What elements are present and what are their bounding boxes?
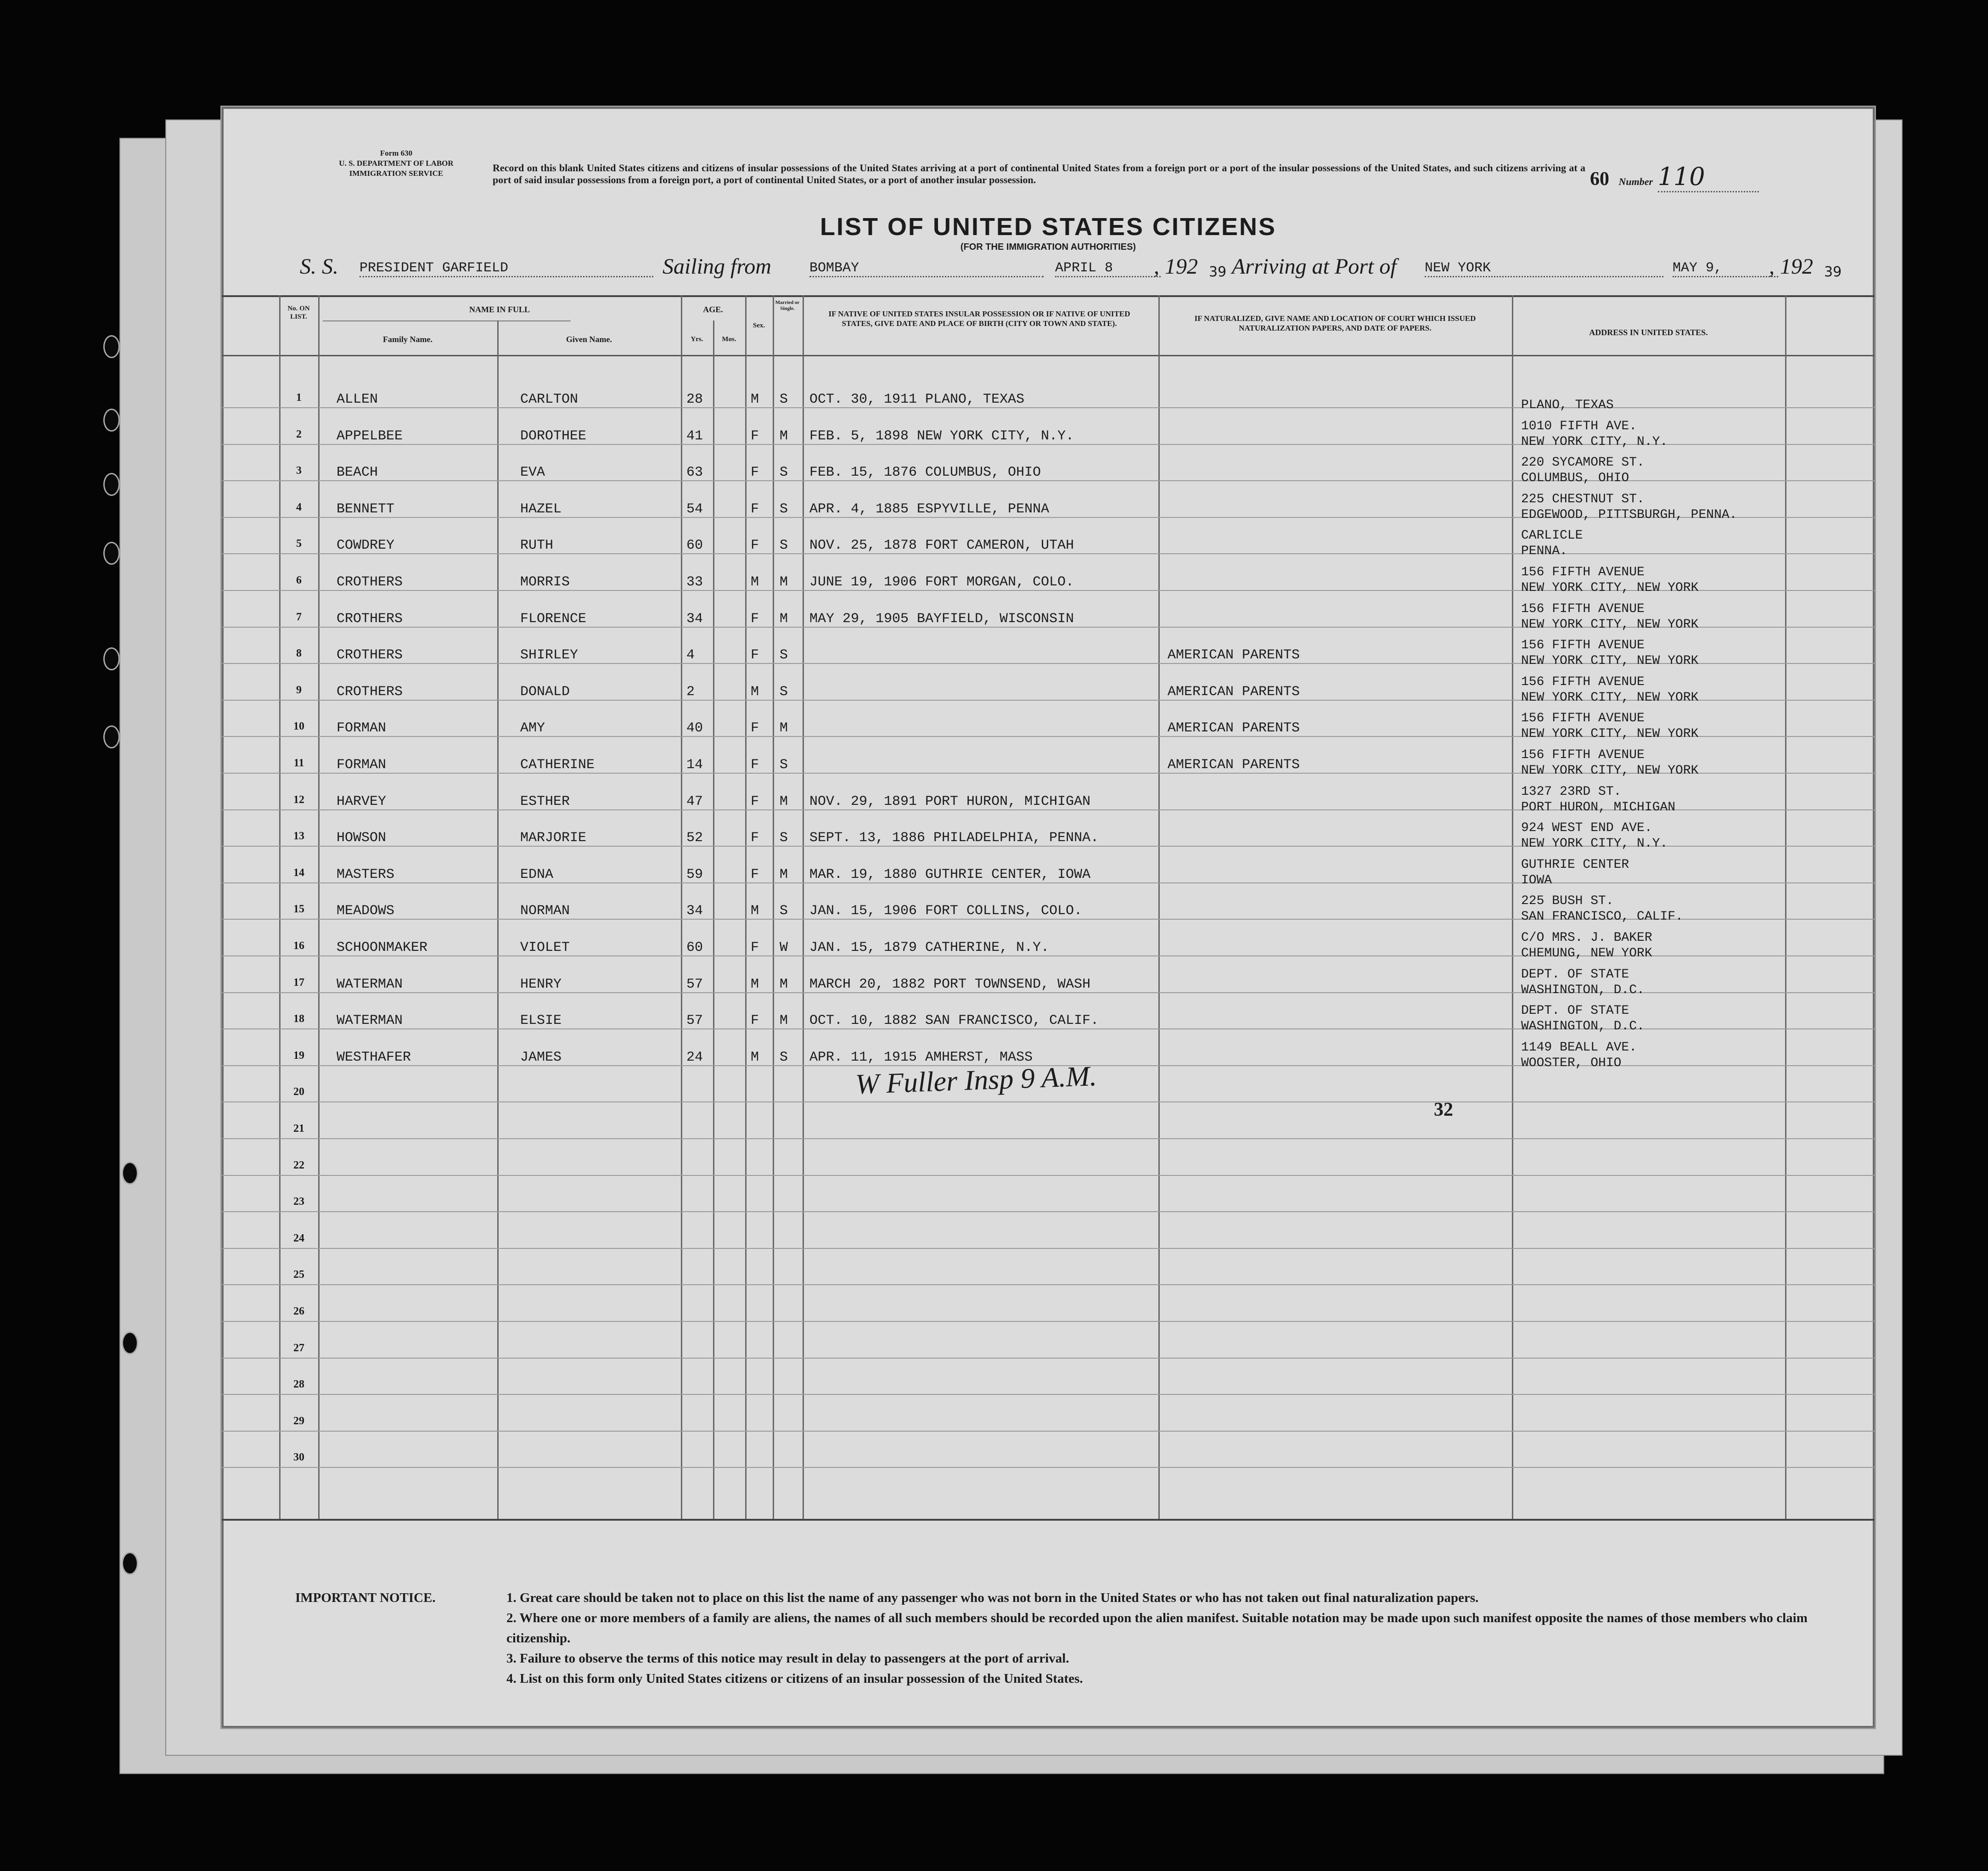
address-line2: PORT HURON, MICHIGAN xyxy=(1521,800,1676,815)
row-number: 8 xyxy=(296,647,302,660)
age-years: 60 xyxy=(686,940,703,955)
row-rule xyxy=(222,1394,1875,1395)
marital-status: M xyxy=(780,793,788,809)
family-name: BENNETT xyxy=(337,501,395,517)
given-name: FLORENCE xyxy=(520,611,587,627)
row-number: 30 xyxy=(293,1451,304,1464)
row-number: 1 xyxy=(296,392,302,404)
given-name: DONALD xyxy=(520,684,570,700)
notice-item: 2. Where one or more members of a family are aliens, the names of all such members should be recorded upon the alien manifest. Suitable notation may be made upon such manifest opposite the names of those members who claim citizenship. xyxy=(506,1611,1808,1646)
family-name: HOWSON xyxy=(337,830,387,846)
arriving-label: Arriving at Port of xyxy=(1232,254,1397,279)
address-line1: DEPT. OF STATE xyxy=(1521,1004,1629,1018)
row-number: 3 xyxy=(296,465,302,477)
manifest-sheet xyxy=(220,106,1876,1729)
sex: F xyxy=(751,611,759,627)
notice-item: 3. Failure to observe the terms of this notice may result in delay to passengers at the port of arrival. xyxy=(506,1651,1069,1666)
marital-status: M xyxy=(780,428,788,444)
age-years: 33 xyxy=(686,574,703,590)
sex: F xyxy=(751,647,759,663)
row-number: 14 xyxy=(293,866,304,879)
row-number: 28 xyxy=(293,1378,304,1391)
birth-info: OCT. 30, 1911 PLANO, TEXAS xyxy=(809,392,1025,407)
table-bottom-rule xyxy=(222,1519,1875,1521)
row-number: 9 xyxy=(296,684,302,696)
binder-hole xyxy=(103,542,120,565)
row-rule xyxy=(222,1101,1875,1102)
notice-item: 1. Great care should be taken not to place on this list the name of any passenger who was not born in the United States or who has not taken out final naturalization papers. xyxy=(506,1590,1479,1605)
row-number: 27 xyxy=(293,1342,304,1354)
address-line1: 156 FIFTH AVENUE xyxy=(1521,711,1645,726)
family-name: CROTHERS xyxy=(337,611,403,627)
sex: F xyxy=(751,428,759,444)
arrival-date: MAY 9, xyxy=(1673,260,1778,277)
sex: F xyxy=(751,940,759,955)
sex: M xyxy=(751,903,759,919)
family-name: WATERMAN xyxy=(337,976,403,992)
marital-status: S xyxy=(780,647,788,663)
col-header-address: ADDRESS IN UNITED STATES. xyxy=(1589,328,1708,337)
address-line1: 1010 FIFTH AVE. xyxy=(1521,419,1637,433)
ss-label: S. S. xyxy=(300,254,338,279)
address-line2: WASHINGTON, D.C. xyxy=(1521,983,1645,997)
address-line2: WASHINGTON, D.C. xyxy=(1521,1019,1645,1034)
marital-status: S xyxy=(780,903,788,919)
family-name: MASTERS xyxy=(337,866,395,882)
row-rule xyxy=(222,1138,1875,1139)
address-line2: NEW YORK CITY, NEW YORK xyxy=(1521,581,1699,595)
header-rule xyxy=(323,320,571,321)
address-line1: 156 FIFTH AVENUE xyxy=(1521,601,1645,616)
family-name: BEACH xyxy=(337,465,378,481)
age-years: 57 xyxy=(686,1013,703,1029)
age-years: 60 xyxy=(686,538,703,554)
age-years: 63 xyxy=(686,465,703,481)
row-rule xyxy=(222,1467,1875,1468)
address-line1: CARLICLE xyxy=(1521,528,1583,543)
address-line2: COLUMBUS, OHIO xyxy=(1521,471,1629,486)
form-number: Form 630 xyxy=(380,149,413,157)
marital-status: M xyxy=(780,866,788,882)
family-name: CROTHERS xyxy=(337,647,403,663)
page-count-note: 32 xyxy=(1434,1099,1453,1120)
number-value: 110 xyxy=(1658,162,1759,192)
sex: F xyxy=(751,830,759,846)
address-line2: PLANO, TEXAS xyxy=(1521,398,1614,412)
given-name: HAZEL xyxy=(520,501,562,517)
row-rule xyxy=(222,407,1875,408)
sailing-date: APRIL 8 xyxy=(1055,260,1161,277)
col-header-age: AGE. xyxy=(703,305,723,314)
age-years: 24 xyxy=(686,1049,703,1065)
given-name: ELSIE xyxy=(520,1013,562,1029)
address-line1: 1149 BEALL AVE. xyxy=(1521,1040,1637,1055)
col-header-given: Given Name. xyxy=(566,335,612,344)
binder-hole xyxy=(122,1332,138,1354)
given-name: HENRY xyxy=(520,976,562,992)
inspector-note: W Fuller Insp 9 A.M. xyxy=(854,1060,1097,1101)
sex: F xyxy=(751,720,759,736)
list-number xyxy=(1590,162,1759,192)
row-number: 5 xyxy=(296,538,302,550)
row-number: 11 xyxy=(293,757,304,769)
given-name: MORRIS xyxy=(520,574,570,590)
page-subtitle: (FOR THE IMMIGRATION AUTHORITIES) xyxy=(960,242,1136,252)
marital-status: M xyxy=(780,720,788,736)
birth-info: MAY 29, 1905 BAYFIELD, WISCONSIN xyxy=(809,611,1074,627)
list-prefix: 60 xyxy=(1590,169,1609,190)
address-line1: 156 FIFTH AVENUE xyxy=(1521,638,1645,653)
given-name: DOROTHEE xyxy=(520,428,587,444)
col-header-married: Married or Single. xyxy=(775,300,800,311)
family-name: CROTHERS xyxy=(337,684,403,700)
row-number: 15 xyxy=(293,903,304,916)
binder-hole xyxy=(103,335,120,358)
col-header-naturalized: IF NATURALIZED, GIVE NAME AND LOCATION OF COURT WHICH ISSUED NATURALIZATION PAPERS, AND DATE OF PAPERS. xyxy=(1194,314,1476,332)
sex: M xyxy=(751,1049,759,1065)
address-line1: 156 FIFTH AVENUE xyxy=(1521,565,1645,579)
birth-info: SEPT. 13, 1886 PHILADELPHIA, PENNA. xyxy=(809,830,1099,846)
birth-info: APR. 11, 1915 AMHERST, MASS xyxy=(809,1049,1033,1065)
marital-status: S xyxy=(780,465,788,481)
family-name: APPELBEE xyxy=(337,428,403,444)
arrival-year-prefix: , 192 xyxy=(1769,254,1813,279)
family-name: WATERMAN xyxy=(337,1013,403,1029)
marital-status: M xyxy=(780,574,788,590)
col-header-sex: Sex. xyxy=(753,322,765,329)
row-number: 24 xyxy=(293,1232,304,1244)
given-name: CARLTON xyxy=(520,392,578,407)
marital-status: M xyxy=(780,611,788,627)
number-label: Number xyxy=(1618,176,1653,187)
row-number: 10 xyxy=(293,720,304,733)
row-number: 21 xyxy=(293,1123,304,1135)
row-rule xyxy=(222,1211,1875,1212)
age-years: 41 xyxy=(686,428,703,444)
sex: M xyxy=(751,574,759,590)
address-line2: EDGEWOOD, PITTSBURGH, PENNA. xyxy=(1521,507,1737,522)
given-name: NORMAN xyxy=(520,903,570,919)
sex: M xyxy=(751,684,759,700)
family-name: HARVEY xyxy=(337,793,387,809)
row-rule xyxy=(222,1248,1875,1249)
sex: F xyxy=(751,465,759,481)
given-name: MARJORIE xyxy=(520,830,587,846)
birth-info: MARCH 20, 1882 PORT TOWNSEND, WASH xyxy=(809,976,1091,992)
row-number: 23 xyxy=(293,1196,304,1208)
form-identifier xyxy=(277,148,516,179)
row-number: 17 xyxy=(293,976,304,989)
family-name: MEADOWS xyxy=(337,903,395,919)
voyage-line xyxy=(300,254,1861,286)
col-header-no: No. ON LIST. xyxy=(287,305,310,320)
row-number: 12 xyxy=(293,793,304,806)
age-years: 59 xyxy=(686,866,703,882)
address-line2: CHEMUNG, NEW YORK xyxy=(1521,946,1652,961)
address-line1: 220 SYCAMORE ST. xyxy=(1521,455,1645,470)
sex: M xyxy=(751,392,759,407)
address-line1: GUTHRIE CENTER xyxy=(1521,857,1629,872)
age-years: 28 xyxy=(686,392,703,407)
binder-hole xyxy=(103,725,120,748)
row-number: 26 xyxy=(293,1305,304,1317)
row-number: 4 xyxy=(296,501,302,513)
age-years: 52 xyxy=(686,830,703,846)
sailing-year-prefix: , 192 xyxy=(1154,254,1198,279)
row-number: 18 xyxy=(293,1013,304,1025)
family-name: WESTHAFER xyxy=(337,1049,411,1065)
age-years: 14 xyxy=(686,757,703,773)
birth-info: NOV. 29, 1891 PORT HURON, MICHIGAN xyxy=(809,793,1091,809)
binder-hole xyxy=(122,1552,138,1575)
sailing-port: BOMBAY xyxy=(809,260,1044,277)
col-divider xyxy=(1158,295,1160,1519)
address-line1: 156 FIFTH AVENUE xyxy=(1521,674,1645,689)
age-years: 34 xyxy=(686,903,703,919)
row-number: 29 xyxy=(293,1415,304,1427)
marital-status: S xyxy=(780,538,788,554)
birth-info: FEB. 15, 1876 COLUMBUS, OHIO xyxy=(809,465,1041,481)
ship-name: PRESIDENT GARFIELD xyxy=(359,260,653,277)
birth-info: FEB. 5, 1898 NEW YORK CITY, N.Y. xyxy=(809,428,1074,444)
sex: M xyxy=(751,976,759,992)
row-number: 7 xyxy=(296,611,302,623)
row-number: 13 xyxy=(293,830,304,843)
given-name: VIOLET xyxy=(520,940,570,955)
sex: F xyxy=(751,538,759,554)
row-rule xyxy=(222,1284,1875,1285)
important-notice xyxy=(295,1588,1810,1689)
sex: F xyxy=(751,501,759,517)
given-name: ESTHER xyxy=(520,793,570,809)
marital-status: S xyxy=(780,392,788,407)
page-title: LIST OF UNITED STATES CITIZENS xyxy=(820,213,1276,241)
col-header-birth: IF NATIVE OF UNITED STATES INSULAR POSSESSION OR IF NATIVE OF UNITED STATES, GIVE DATE AND PLACE OF BIRTH (CITY OR TOWN AND STATE). xyxy=(828,309,1130,328)
row-rule xyxy=(222,553,1875,554)
col-divider xyxy=(745,295,747,1519)
sex: F xyxy=(751,757,759,773)
marital-status: S xyxy=(780,1049,788,1065)
col-header-family: Family Name. xyxy=(383,335,432,344)
row-rule xyxy=(222,1431,1875,1432)
naturalization-info: AMERICAN PARENTS xyxy=(1168,684,1300,700)
age-years: 47 xyxy=(686,793,703,809)
sailing-label: Sailing from xyxy=(663,254,771,279)
family-name: COWDREY xyxy=(337,538,395,554)
address-line2: NEW YORK CITY, NEW YORK xyxy=(1521,727,1699,742)
age-years: 57 xyxy=(686,976,703,992)
age-years: 4 xyxy=(686,647,695,663)
address-line2: PENNA. xyxy=(1521,544,1567,559)
address-line2: NEW YORK CITY, NEW YORK xyxy=(1521,764,1699,778)
address-line1: 225 CHESTNUT ST. xyxy=(1521,492,1645,506)
address-line2: WOOSTER, OHIO xyxy=(1521,1056,1622,1070)
birth-info: JAN. 15, 1906 FORT COLLINS, COLO. xyxy=(809,903,1083,919)
row-number: 25 xyxy=(293,1269,304,1281)
naturalization-info: AMERICAN PARENTS xyxy=(1168,720,1300,736)
given-name: AMY xyxy=(520,720,545,736)
header-bottom-rule xyxy=(222,355,1875,356)
birth-info: JUNE 19, 1906 FORT MORGAN, COLO. xyxy=(809,574,1074,590)
col-divider xyxy=(773,295,774,1519)
family-name: SCHOONMAKER xyxy=(337,940,428,955)
service-name: IMMIGRATION SERVICE xyxy=(349,169,444,178)
row-number: 19 xyxy=(293,1049,304,1062)
row-rule xyxy=(222,1358,1875,1359)
naturalization-info: AMERICAN PARENTS xyxy=(1168,647,1300,663)
given-name: RUTH xyxy=(520,538,554,554)
family-name: CROTHERS xyxy=(337,574,403,590)
family-name: FORMAN xyxy=(337,720,387,736)
address-line2: NEW YORK CITY, NEW YORK xyxy=(1521,690,1699,705)
naturalization-info: AMERICAN PARENTS xyxy=(1168,757,1300,773)
given-name: EDNA xyxy=(520,866,554,882)
family-name: FORMAN xyxy=(337,757,387,773)
birth-info: NOV. 25, 1878 FORT CAMERON, UTAH xyxy=(809,538,1074,554)
address-line1: 156 FIFTH AVENUE xyxy=(1521,748,1645,762)
col-header-name: NAME IN FULL xyxy=(469,305,530,314)
marital-status: S xyxy=(780,684,788,700)
birth-info: APR. 4, 1885 ESPYVILLE, PENNA xyxy=(809,501,1050,517)
marital-status: S xyxy=(780,501,788,517)
given-name: SHIRLEY xyxy=(520,647,578,663)
address-line2: NEW YORK CITY, N.Y. xyxy=(1521,837,1668,851)
address-line1: DEPT. OF STATE xyxy=(1521,967,1629,982)
instructions-text: Record on this blank United States citizens and citizens of insular possessions of the United States arriving at a port of continental United States from a foreign port or a port of the insular possessions of the United States, and such citizens arriving at a port of said insular possessions from a foreign port, a port of continental United States, or a port of another insular possession. xyxy=(493,162,1585,185)
marital-status: M xyxy=(780,1013,788,1029)
col-divider xyxy=(279,295,281,1519)
given-name: EVA xyxy=(520,465,545,481)
address-line2: NEW YORK CITY, N.Y. xyxy=(1521,434,1668,449)
row-rule xyxy=(222,882,1875,883)
sex: F xyxy=(751,866,759,882)
col-divider xyxy=(1512,295,1513,1519)
marital-status: M xyxy=(780,976,788,992)
address-line1: 225 BUSH ST. xyxy=(1521,894,1614,909)
address-line2: NEW YORK CITY, NEW YORK xyxy=(1521,654,1699,669)
row-number: 16 xyxy=(293,940,304,952)
sex: F xyxy=(751,793,759,809)
marital-status: S xyxy=(780,830,788,846)
age-years: 2 xyxy=(686,684,695,700)
address-line2: IOWA xyxy=(1521,873,1552,888)
given-name: JAMES xyxy=(520,1049,562,1065)
col-header-mos: Mos. xyxy=(722,336,736,343)
sailing-year: 39 xyxy=(1209,264,1227,280)
age-years: 34 xyxy=(686,611,703,627)
age-years: 40 xyxy=(686,720,703,736)
birth-info: MAR. 19, 1880 GUTHRIE CENTER, IOWA xyxy=(809,866,1091,882)
col-divider xyxy=(1785,295,1786,1519)
row-number: 2 xyxy=(296,428,302,440)
birth-info: JAN. 15, 1879 CATHERINE, N.Y. xyxy=(809,940,1050,955)
marital-status: W xyxy=(780,940,788,955)
given-name: CATHERINE xyxy=(520,757,595,773)
col-header-yrs: Yrs. xyxy=(691,336,703,343)
arrival-port: NEW YORK xyxy=(1425,260,1663,277)
sex: F xyxy=(751,1013,759,1029)
address-line1: 924 WEST END AVE. xyxy=(1521,821,1652,836)
binder-hole xyxy=(103,473,120,496)
row-rule xyxy=(222,1321,1875,1322)
department-name: U. S. DEPARTMENT OF LABOR xyxy=(339,159,454,168)
row-number: 6 xyxy=(296,574,302,586)
row-rule xyxy=(222,1175,1875,1176)
col-divider xyxy=(681,295,682,1519)
binder-hole xyxy=(122,1162,138,1185)
row-number: 22 xyxy=(293,1159,304,1171)
address-line1: C/O MRS. J. BAKER xyxy=(1521,931,1652,945)
address-line1: 1327 23RD ST. xyxy=(1521,784,1622,799)
address-line2: SAN FRANCISCO, CALIF. xyxy=(1521,910,1683,924)
table-top-rule xyxy=(222,295,1875,297)
family-name: ALLEN xyxy=(337,392,378,407)
notice-item-list xyxy=(506,1588,1810,1689)
binder-hole xyxy=(103,409,120,432)
col-divider xyxy=(803,295,804,1519)
col-divider xyxy=(318,295,320,1519)
notice-item: 4. List on this form only United States citizens or citizens of an insular possession of the United States. xyxy=(506,1671,1083,1686)
age-years: 54 xyxy=(686,501,703,517)
birth-info: OCT. 10, 1882 SAN FRANCISCO, CALIF. xyxy=(809,1013,1099,1029)
binder-hole xyxy=(103,647,120,670)
marital-status: S xyxy=(780,757,788,773)
notice-label: IMPORTANT NOTICE. xyxy=(295,1590,436,1605)
address-line2: NEW YORK CITY, NEW YORK xyxy=(1521,617,1699,632)
row-number: 20 xyxy=(293,1086,304,1098)
arrival-year: 39 xyxy=(1824,264,1842,280)
